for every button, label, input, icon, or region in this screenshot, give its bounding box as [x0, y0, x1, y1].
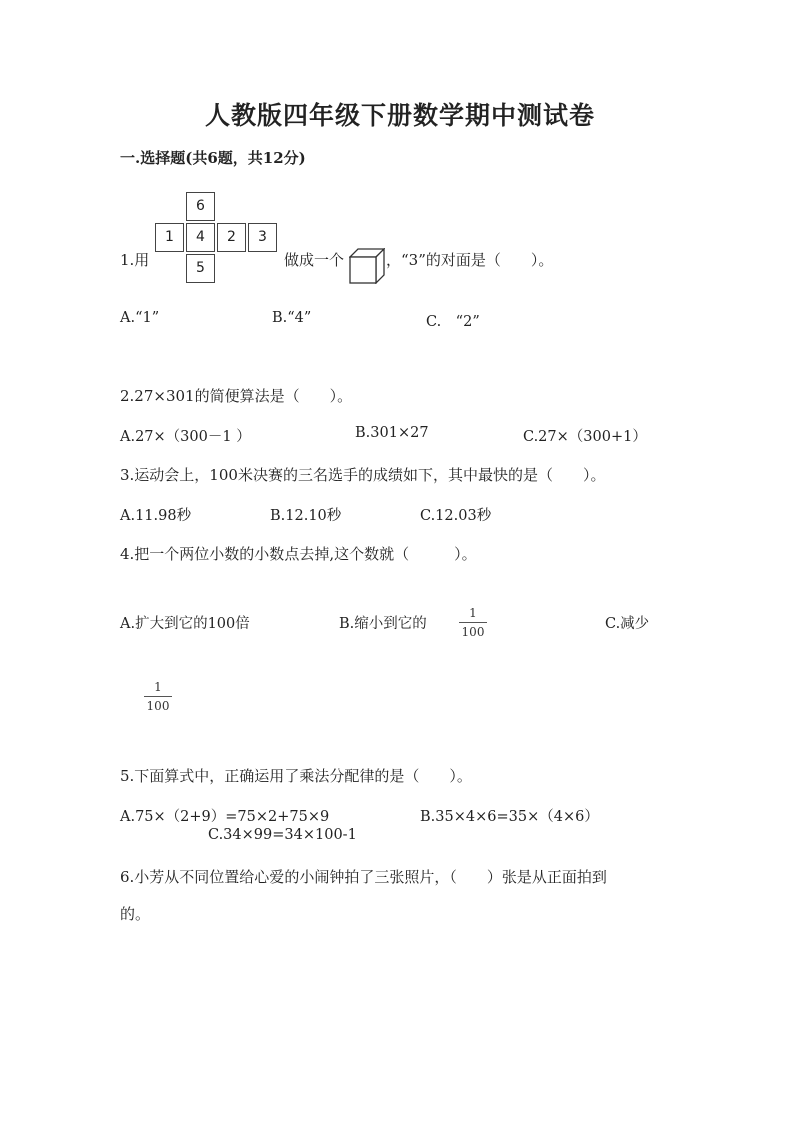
- q2-option-a[interactable]: A.27×（300－1 ）: [120, 429, 251, 445]
- q4-option-c-fraction: [142, 680, 174, 713]
- q5-text: 5.下面算式中，正确运用了乘法分配律的是（ ）。: [120, 767, 472, 785]
- q1-option-a[interactable]: A.“1”: [120, 310, 160, 326]
- q2-text: 2.27×301的简便算法是（ ）。: [120, 387, 353, 405]
- q4-option-a[interactable]: A.扩大到它的100倍: [120, 616, 250, 632]
- net-cell-right-1: 2: [217, 223, 246, 252]
- net-cell-top: 6: [186, 192, 215, 221]
- net-cell-bottom: 5: [186, 254, 215, 283]
- fraction-bar: [144, 696, 172, 697]
- q5-option-a[interactable]: A.75×（2+9）=75×2+75×9: [120, 809, 330, 825]
- q1-suffix: ，“3”的对面是（ ）。: [386, 251, 554, 269]
- net-cell-center: 4: [186, 223, 215, 252]
- q3-option-c[interactable]: C.12.03秒: [420, 508, 492, 524]
- fraction-denominator: 100: [461, 625, 485, 639]
- net-cell-right-2: 3: [248, 223, 277, 252]
- fraction-bar: [459, 622, 487, 623]
- q4-text: 4.把一个两位小数的小数点去掉,这个数就（ ）。: [120, 545, 477, 563]
- section-heading: 一.选择题(共6题，共12分): [120, 149, 306, 167]
- q2-option-c[interactable]: C.27×（300+1）: [523, 429, 647, 445]
- q6-text: 6.小芳从不同位置给心爱的小闹钟拍了三张照片，（ ）张是从正面拍到: [120, 868, 607, 886]
- fraction-numerator: 1: [469, 606, 477, 620]
- q1-prefix: 1.用: [120, 251, 150, 269]
- q2-option-b[interactable]: B.301×27: [355, 425, 429, 441]
- q5-option-b[interactable]: B.35×4×6=35×（4×6）: [420, 809, 599, 825]
- q5-option-c[interactable]: C.34×99=34×100-1: [208, 827, 357, 843]
- q1-option-c[interactable]: C. “2”: [426, 314, 480, 330]
- page-title: 人教版四年级下册数学期中测试卷: [204, 101, 595, 130]
- q3-option-a[interactable]: A.11.98秒: [120, 508, 192, 524]
- q3-text: 3.运动会上，100米决赛的三名选手的成绩如下，其中最快的是（ ）。: [120, 466, 606, 484]
- q4-option-c[interactable]: C.减少: [605, 616, 650, 632]
- q4-option-b-fraction: [457, 606, 489, 639]
- net-cell-left: 1: [155, 223, 184, 252]
- q3-option-b[interactable]: B.12.10秒: [270, 508, 342, 524]
- q1-middle: 做成一个: [284, 251, 345, 269]
- fraction-denominator: 100: [146, 699, 170, 713]
- q6-text-continued: 的。: [120, 905, 151, 923]
- cube-net-figure: [155, 192, 279, 285]
- q1-option-b[interactable]: B.“4”: [272, 310, 312, 326]
- fraction-numerator: 1: [154, 680, 162, 694]
- cube-icon: [349, 248, 385, 284]
- q4-option-b[interactable]: B.缩小到它的: [339, 616, 427, 632]
